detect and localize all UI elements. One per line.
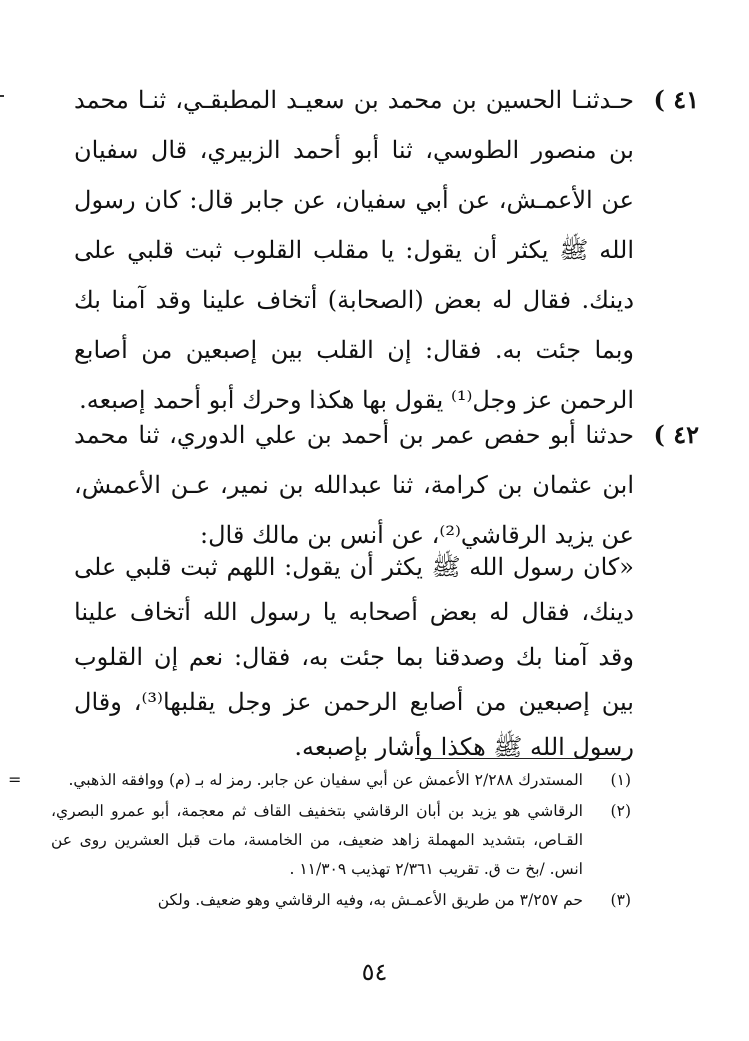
footnote-number: (٣) <box>610 891 631 909</box>
footnote-text: حم ٣/٢٥٧ من طريق الأعمـش به، وفيه الرقاشي وهو ضعيف. ولكن <box>157 891 583 909</box>
footnote-text: الرقاشي هو يزيد بن أبان الرقاشي بتخفيف القاف ثم معجمة، أبو عمرو البصري، القـاص، بتشديد المهملة زاهد ضعيف، من الخامسة، مات قبل العشرين روى عن انس. /بخ ت ق. تقريب ٢/٣٦١ تهذيب ١١/٣٠٩ . <box>51 802 583 878</box>
footnote-number: (١) <box>610 771 631 789</box>
hadith-41-text: حـدثنـا الحسين بن محمد بن سعيـد المطبقـي، ثنـا محمد بن منصور الطوسي، ثنا أبو أحمد الزبيري، قال سفيان عن الأعمـش، عن أبي سفيان، عن جابر قال: كان رسول الله ﷺ يكثر أن يقول: يا مقلب القلوب ثبت قلبي على دينك. فقال له بعض (الصحابة) أتخاف علينا وقد آمنا بك وبما جئت به. فقال: إن القلب بين إصبعين من أصابع الرحمن عز وجل⁽¹⁾ يقول بها هكذا وحرك أبو أحمد إصبعه. <box>74 86 635 414</box>
footnote-number: (٢) <box>610 802 631 820</box>
hadith-42-quote: «كان رسول الله ﷺ يكثر أن يقول: اللهم ثبت قلبي على دينك، فقال له بعض أصحابه يا رسول الله أتخاف علينا وقد آمنا بك وصدقنا بما جئت به، فقال: نعم إن القلوب بين إصبعين من أصابع الرحمن عز وجل يقلبها⁽³⁾، وقال رسول الله ﷺ هكذا وأشار بإصبعه. <box>74 553 634 761</box>
footnote-text: المستدرك ٢/٢٨٨ الأعمش عن أبي سفيان عن جابر. رمز له بـ (م) ووافقه الذهبي. <box>68 771 583 789</box>
hadith-42-number: ( ٤٢ <box>653 420 699 449</box>
footnote-3 <box>51 886 631 915</box>
footnote-1 <box>51 766 631 795</box>
margin-tick <box>0 95 4 97</box>
hadith-42-text: حدثنا أبو حفص عمر بن أحمد بن علي الدوري، ثنا محمد ابن عثمان بن كرامة، ثنا عبدالله بن نمير، عـن الأعمش، عن يزيد الرقاشي⁽²⁾، عن أنس بن مالك قال: <box>74 421 635 549</box>
page-number: ٥٤ <box>361 958 388 986</box>
margin-mark: = <box>8 770 22 789</box>
footnote-separator <box>415 758 630 759</box>
footnote-2 <box>51 797 631 884</box>
hadith-41-number: ( ٤١ <box>653 85 699 114</box>
footnotes <box>51 766 631 915</box>
